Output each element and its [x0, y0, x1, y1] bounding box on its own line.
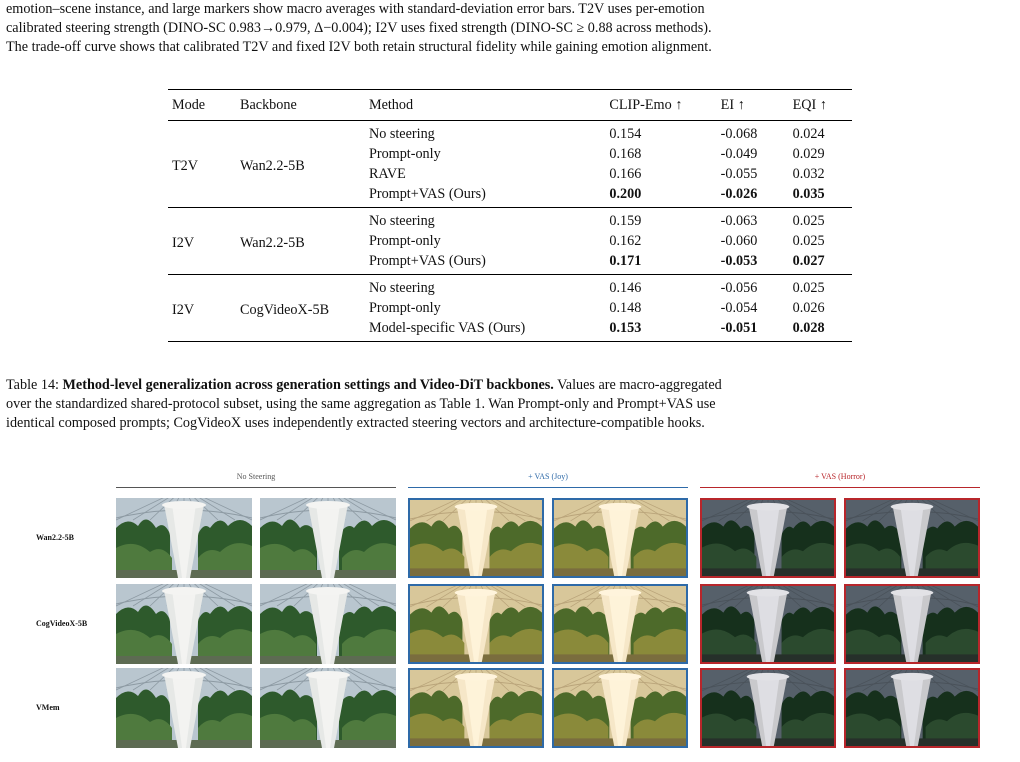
comparison-figure: [0, 470, 1020, 762]
cell-ei: -0.026: [720, 186, 758, 202]
cell-eqi: 0.025: [792, 213, 825, 229]
intro-paragraph: [6, 0, 1014, 57]
table-group-i2v-wan: [168, 208, 852, 275]
cell-mode: I2V: [172, 301, 195, 318]
column-header-label: + VAS (Joy): [528, 472, 568, 481]
header-mode: Mode: [172, 97, 206, 113]
cell-method: Prompt+VAS (Ours): [368, 186, 486, 202]
video-frame: [260, 584, 396, 664]
cell-ei: -0.051: [720, 320, 758, 336]
cell-clip-emo: 0.162: [609, 233, 642, 249]
cell-backbone: Wan2.2-5B: [240, 234, 305, 251]
video-frame: [260, 668, 396, 748]
video-frame: [700, 668, 836, 748]
column-header: [408, 470, 688, 490]
cell-eqi: 0.028: [792, 320, 825, 336]
cell-ei: -0.055: [720, 166, 758, 182]
table-row: [168, 121, 852, 145]
row-label: CogVideoX-5B: [36, 619, 88, 628]
cell-clip-emo: 0.153: [609, 320, 642, 336]
cell-ei: -0.060: [720, 233, 758, 249]
video-frame: [844, 584, 980, 664]
header-method: Method: [368, 97, 414, 113]
cell-eqi: 0.025: [792, 280, 825, 296]
cell-ei: -0.054: [720, 300, 758, 316]
cell-ei: -0.049: [720, 146, 758, 162]
results-table: [168, 89, 852, 342]
cell-clip-emo: 0.168: [609, 146, 642, 162]
row-label: VMem: [36, 703, 60, 712]
cell-method: RAVE: [368, 166, 406, 182]
cell-ei: -0.068: [720, 126, 758, 142]
cell-eqi: 0.024: [792, 126, 825, 142]
video-frame: [844, 498, 980, 578]
table-row: [168, 275, 852, 299]
video-frame: [552, 584, 688, 664]
video-frame: [116, 668, 252, 748]
cell-method: Prompt+VAS (Ours): [368, 253, 486, 269]
cell-eqi: 0.032: [792, 166, 825, 182]
cell-eqi: 0.029: [792, 146, 825, 162]
table-group-i2v-cogvideox: [168, 275, 852, 342]
column-header-rule: [408, 487, 688, 489]
caption-line: [6, 376, 1014, 395]
cell-ei: -0.063: [720, 213, 758, 229]
column-header-rule: [700, 487, 980, 489]
cell-method: No steering: [368, 280, 435, 296]
caption-prefix: Table 14:: [6, 377, 63, 393]
cell-clip-emo: 0.200: [609, 186, 642, 202]
header-backbone: Backbone: [240, 97, 297, 113]
cell-method: Model-specific VAS (Ours): [368, 320, 526, 336]
cell-mode: T2V: [172, 157, 199, 174]
column-header: [116, 470, 396, 490]
cell-backbone: CogVideoX-5B: [240, 301, 330, 318]
table-header-row: [168, 90, 852, 121]
intro-line: calibrated steering strength (DINO-SC 0.983→0.979, Δ−0.004); I2V uses fixed strength (DINO-SC ≥ 0.88 across methods).: [6, 20, 712, 36]
cell-clip-emo: 0.146: [609, 280, 642, 296]
caption-text: Values are macro-aggregated: [553, 377, 722, 393]
cell-eqi: 0.025: [792, 233, 825, 249]
table-group-t2v-wan: [168, 121, 852, 208]
video-frame: [700, 584, 836, 664]
video-frame: [552, 668, 688, 748]
caption-title: Method-level generalization across generation settings and Video-DiT backbones.: [62, 377, 554, 393]
intro-line: emotion–scene instance, and large markers show macro averages with standard-deviation error bars. T2V uses per-emotion: [6, 1, 705, 17]
table-row: [168, 208, 852, 232]
header-clip-emo: CLIP-Emo ↑: [609, 97, 683, 113]
column-header-rule: [116, 487, 396, 489]
cell-clip-emo: 0.171: [609, 253, 642, 269]
cell-method: Prompt-only: [368, 300, 441, 316]
header-ei: EI ↑: [720, 97, 745, 113]
cell-backbone: Wan2.2-5B: [240, 157, 305, 174]
header-eqi: EQI ↑: [792, 97, 827, 113]
video-frame: [552, 498, 688, 578]
cell-clip-emo: 0.148: [609, 300, 642, 316]
cell-clip-emo: 0.154: [609, 126, 642, 142]
caption-line: over the standardized shared-protocol subset, using the same aggregation as Table 1. Wan Prompt-only and Prompt+VAS use: [6, 396, 716, 412]
video-frame: [700, 498, 836, 578]
cell-method: No steering: [368, 213, 435, 229]
caption-line: identical composed prompts; CogVideoX uses independently extracted steering vectors and architecture-compatible hooks.: [6, 415, 705, 431]
video-frame: [116, 498, 252, 578]
video-frame: [844, 668, 980, 748]
cell-method: Prompt-only: [368, 233, 441, 249]
cell-method: Prompt-only: [368, 146, 441, 162]
column-header: [700, 470, 980, 490]
video-frame: [116, 584, 252, 664]
cell-eqi: 0.035: [792, 186, 825, 202]
row-label: Wan2.2-5B: [36, 533, 75, 542]
cell-clip-emo: 0.166: [609, 166, 642, 182]
video-frame: [408, 668, 544, 748]
cell-method: No steering: [368, 126, 435, 142]
video-frame: [408, 498, 544, 578]
cell-clip-emo: 0.159: [609, 213, 642, 229]
cell-ei: -0.053: [720, 253, 758, 269]
cell-eqi: 0.027: [792, 253, 825, 269]
cell-eqi: 0.026: [792, 300, 825, 316]
table-caption: [6, 376, 1014, 433]
video-frame: [260, 498, 396, 578]
video-frame: [408, 584, 544, 664]
column-header-label: No Steering: [236, 472, 276, 481]
column-header-label: + VAS (Horror): [814, 472, 866, 481]
intro-line: The trade-off curve shows that calibrated T2V and fixed I2V both retain structural fidelity while gaining emotion alignment.: [6, 39, 712, 55]
cell-mode: I2V: [172, 234, 195, 251]
cell-ei: -0.056: [720, 280, 758, 296]
